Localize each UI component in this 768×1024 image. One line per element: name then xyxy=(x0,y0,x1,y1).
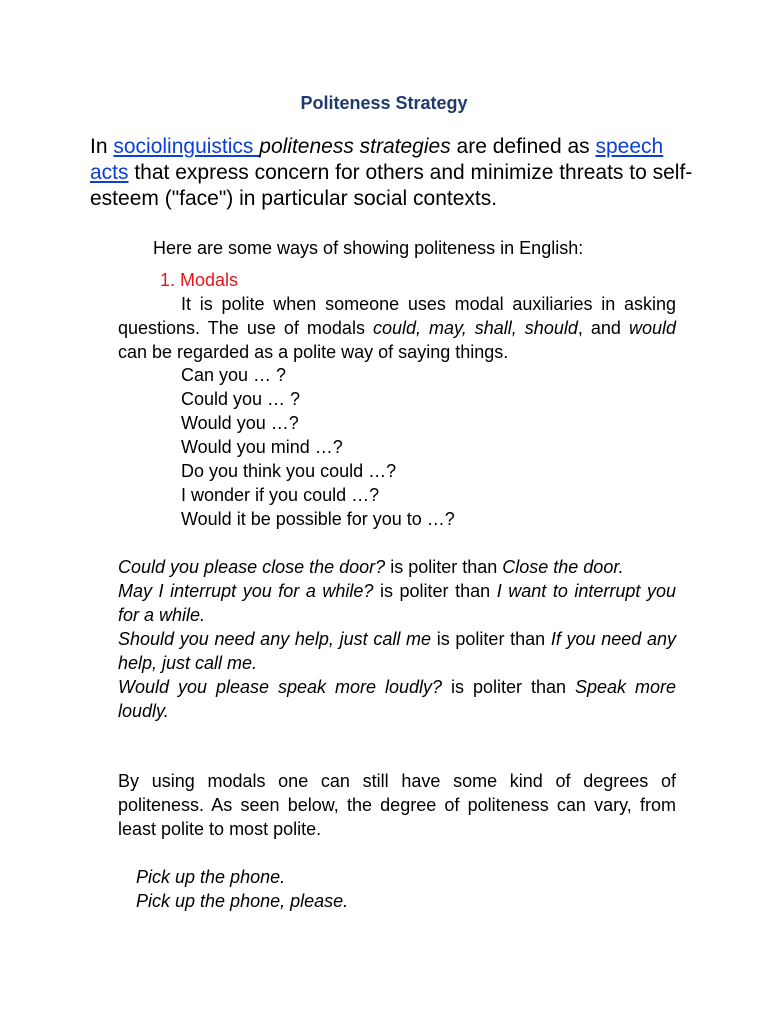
plain-phrase: Speak more loudly. xyxy=(118,677,677,721)
polite-phrase: Would you please speak more loudly? xyxy=(118,677,443,697)
intro-term: politeness strategies xyxy=(259,135,451,158)
speech-acts-link[interactable]: speech acts xyxy=(90,135,664,184)
list-item: Could you … ? xyxy=(181,389,301,409)
modal-examples-list xyxy=(181,363,455,531)
list-item: Pick up the phone. xyxy=(136,867,286,887)
modals-text-3: can be regarded as a polite way of saying things. xyxy=(118,342,509,362)
comparisons-block xyxy=(118,555,676,723)
comparison-connector: is politer than xyxy=(431,629,551,649)
modals-paragraph xyxy=(118,292,676,364)
list-item: Would you …? xyxy=(181,413,299,433)
list-item: Do you think you could …? xyxy=(181,461,397,481)
sociolinguistics-link[interactable]: sociolinguistics xyxy=(113,135,260,158)
comparison-item xyxy=(118,675,676,723)
section-number: 1. xyxy=(160,270,176,290)
intro-mid: are defined as xyxy=(450,135,596,158)
polite-phrase: May I interrupt you for a while? xyxy=(118,581,374,601)
list-item: Would it be possible for you to …? xyxy=(181,509,455,529)
modals-text-1: It is polite when someone uses modal auxiliaries in asking questions. The use of modals xyxy=(118,294,676,338)
comparison-connector: is politer than xyxy=(373,581,497,601)
modals-list-italic: could, may, shall, should xyxy=(372,318,578,338)
section-title: Modals xyxy=(180,270,239,290)
modals-would-italic: would xyxy=(628,318,676,338)
polite-phrase: Should you need any help, just call me xyxy=(118,629,432,649)
degrees-paragraph: By using modals one can still have some kind of degrees of politeness. As seen below, the degree of politeness can vary, from least polite to most polite. xyxy=(118,771,676,839)
plain-phrase: If you need any help, just call me. xyxy=(118,629,677,673)
comparison-item xyxy=(118,555,676,579)
ways-intro: Here are some ways of showing politeness in English: xyxy=(153,238,584,258)
intro-lead: In xyxy=(90,135,114,158)
page-title: Politeness Strategy xyxy=(300,93,468,113)
plain-phrase: Close the door. xyxy=(502,557,624,577)
comparison-item xyxy=(118,579,676,627)
modals-text-2: , and xyxy=(577,318,629,338)
polite-phrase: Could you please close the door? xyxy=(118,557,386,577)
list-item: I wonder if you could …? xyxy=(181,485,380,505)
comparison-connector: is politer than xyxy=(385,557,503,577)
intro-rest: that express concern for others and minimize threats to self-esteem ("face") in particular social contexts. xyxy=(90,161,693,210)
plain-phrase: I want to interrupt you for a while. xyxy=(118,581,677,625)
list-item: Can you … ? xyxy=(181,365,287,385)
intro-paragraph xyxy=(90,134,700,212)
comparison-connector: is politer than xyxy=(442,677,575,697)
list-item: Pick up the phone, please. xyxy=(136,891,349,911)
list-item: Would you mind …? xyxy=(181,437,343,457)
section-heading-modals xyxy=(160,268,238,292)
comparison-item xyxy=(118,627,676,675)
phone-examples xyxy=(136,865,348,913)
